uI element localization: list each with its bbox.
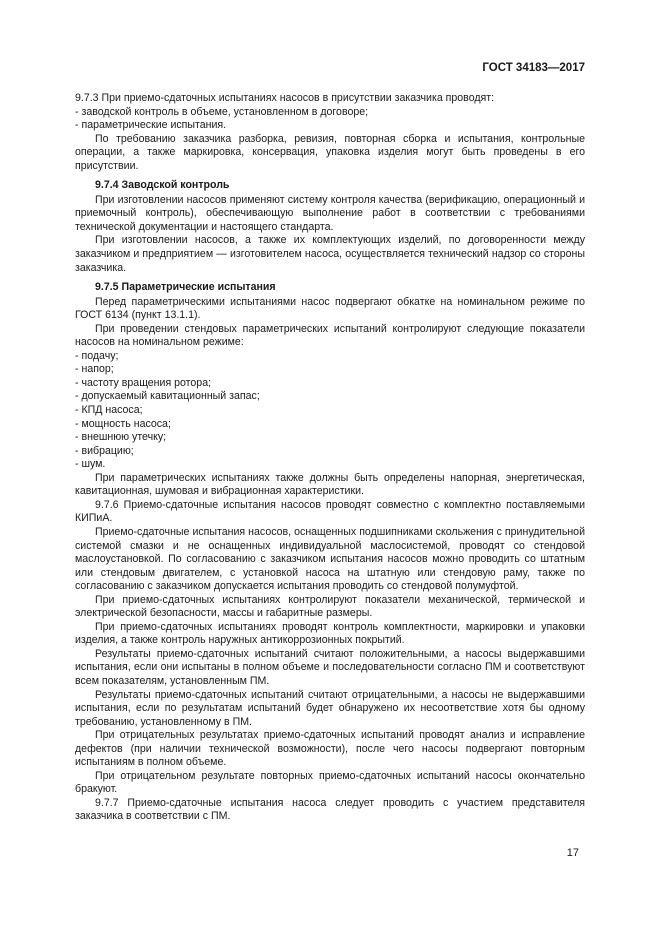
page-number: 17 (566, 847, 579, 859)
list-item: - мощность насоса; (75, 417, 171, 430)
paragraph: При проведении стендовых параметрических испытаний контролируют следующие показатели насосов на номинальном режиме: (75, 322, 585, 349)
document-header: ГОСТ 34183—2017 (482, 62, 585, 74)
paragraph: Перед параметрическими испытаниями насос подвергают обкатке на номинальном режиме по ГОСТ 6134 (пункт 13.1.1). (75, 295, 585, 322)
paragraph: При изготовлении насосов, а также их комплектующих изделий, по договоренности между заказчиком и предприятием — изготовителем насоса, осуществляется технический надзор со стороны заказчика. (75, 234, 585, 274)
list-item: - напор; (75, 363, 114, 376)
list-item: - подачу; (75, 349, 119, 362)
paragraph: При отрицательных результатах приемо-сдаточных испытаний проводят анализ и исправление дефектов (при наличии технической возможности), после чего насосы подвергают повторным испытаниям в полном объеме. (75, 729, 585, 769)
list-item: - вибрацию; (75, 444, 134, 457)
paragraph: Результаты приемо-сдаточных испытаний считают положительными, а насосы выдержавшими испытания, если они испытаны в полном объеме и последовательности согласно ПМ и соответствуют всем показателям, установленным ПМ. (75, 647, 585, 687)
section-heading-9-7-4: 9.7.4 Заводской контроль (95, 179, 230, 192)
clause-9-7-6: 9.7.6 Приемо-сдаточные испытания насосов проводят совместно с комплектно поставляемыми КИПиА. (75, 498, 585, 525)
paragraph: При приемо-сдаточных испытаниях контролируют показатели механической, термической и электрической безопасности, массы и габаритные размеры. (75, 593, 585, 620)
list-item: - допускаемый кавитационный запас; (75, 390, 260, 403)
list-item: - внешнюю утечку; (75, 431, 167, 444)
paragraph: По требованию заказчика разборка, ревизия, повторная сборка и испытания, контрольные операции, а также маркировка, консервация, упаковка изделия могут быть проведены в его присутствии. (75, 132, 585, 172)
list-item: - частоту вращения ротора; (75, 376, 212, 389)
list-item: - заводской контроль в объеме, установленном в договоре; (75, 105, 369, 118)
list-item: - параметрические испытания. (75, 119, 227, 132)
paragraph: При приемо-сдаточных испытаниях проводят контроль комплектности, маркировки и упаковки изделия, а также контроль наружных антикоррозионных покрытий. (75, 620, 585, 647)
paragraph: При отрицательном результате повторных приемо-сдаточных испытаний насосы окончательно бракуют. (75, 769, 585, 796)
paragraph: При параметрических испытаниях также должны быть определены напорная, энергетическая, кавитационная, шумовая и вибрационная характеристики. (75, 471, 585, 498)
clause-9-7-3-intro: 9.7.3 При приемо-сдаточных испытаниях насосов в присутствии заказчика проводят: (75, 92, 495, 104)
list-item: - шум. (75, 458, 106, 471)
document-body (75, 92, 585, 824)
paragraph: При изготовлении насосов применяют систему контроля качества (верификацию, операционный и приемочный контроль), обеспечивающую выполнение работ в соответствии с требованиями технической документации и настоящего стандарта. (75, 193, 585, 233)
paragraph: Результаты приемо-сдаточных испытаний считают отрицательными, а насосы не выдержавшими испытания, если по результатам испытаний будет обнаружено их несоответствие хотя бы одному требованию, установленному в ПМ. (75, 688, 585, 728)
paragraph: Приемо-сдаточные испытания насосов, оснащенных подшипниками скольжения с принудительной системой смазки и не оснащенных индивидуальной маслосистемой, проводят со стендовой маслоустановкой. По согласованию с заказчиком испытания насосов можно проводить со штатным или стендовым двигателем, с установкой насоса на штатную или стендовую раму, также по согласованию с заказчиком допускается испытания проводить со стендовой полумуфтой. (75, 525, 585, 593)
clause-9-7-7: 9.7.7 Приемо-сдаточные испытания насоса следует проводить с участием представителя заказчика в соответствии с ПМ. (75, 796, 585, 823)
list-item: - КПД насоса; (75, 404, 143, 417)
section-heading-9-7-5: 9.7.5 Параметрические испытания (95, 281, 276, 294)
